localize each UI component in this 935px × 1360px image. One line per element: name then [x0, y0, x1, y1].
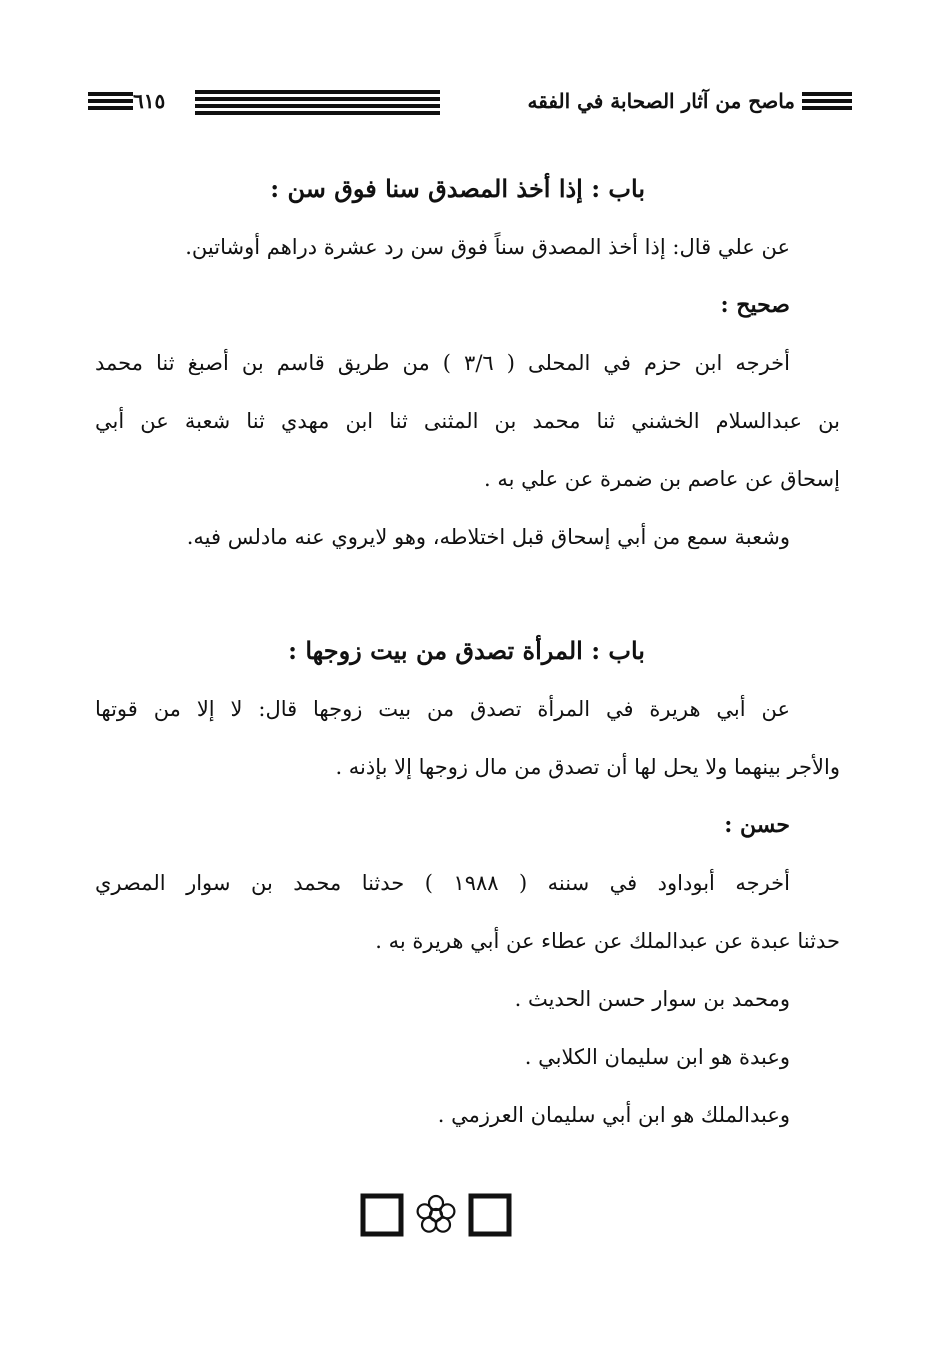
- note-line: وعبدة هو ابن سليمان الكلابي .: [524, 1045, 790, 1069]
- narration-line: والأجر بينهما ولا يحل لها أن تصدق من مال زوجها إلا بإذنه .: [335, 755, 840, 779]
- header-rule-left: [88, 92, 133, 113]
- page-number: ٦١٥: [133, 89, 166, 113]
- running-header: [0, 84, 935, 120]
- header-rule-right: [802, 92, 852, 113]
- takhrij-line: بن عبدالسلام الخشني ثنا محمد بن المثنى ثنا ابن مهدي ثنا شعبة عن أبي: [95, 409, 840, 433]
- section-heading: باب : إذا أخذ المصدق سنا فوق سن :: [270, 174, 645, 203]
- page-body: [95, 160, 840, 1144]
- note-line: وشعبة سمع من أبي إسحاق قبل اختلاطه، وهو لايروي عنه مادلس فيه.: [186, 525, 790, 549]
- takhrij-line: أخرجه ابن حزم في المحلى ( ٣/٦ ) من طريق قاسم بن أصبغ ثنا محمد: [95, 351, 790, 375]
- grade-label: حسن :: [724, 812, 790, 838]
- grade-label: صحيح :: [720, 292, 790, 318]
- takhrij-line: أخرجه أبوداود في سننه ( ١٩٨٨ ) حدثنا محمد بن سوار المصري: [95, 871, 790, 895]
- header-rule-middle: [195, 90, 440, 118]
- takhrij-line: إسحاق عن عاصم بن ضمرة عن علي به .: [483, 467, 840, 491]
- section-heading: باب : المرأة تصدق من بيت زوجها :: [288, 636, 645, 665]
- note-line: وعبدالملك هو ابن أبي سليمان العرزمي .: [437, 1103, 790, 1127]
- takhrij-line: حدثنا عبدة عن عبدالملك عن عطاء عن أبي هريرة به .: [375, 929, 840, 953]
- flower-ornament-icon: [360, 1192, 512, 1238]
- narration-line: عن علي قال: إذا أخذ المصدق سناً فوق سن رد عشرة دراهم أوشاتين.: [185, 235, 790, 259]
- note-line: ومحمد بن سوار حسن الحديث .: [514, 987, 790, 1011]
- header-title: ماصح من آثار الصحابة في الفقه: [527, 89, 795, 113]
- narration-line: عن أبي هريرة في المرأة تصدق من بيت زوجها قال: لا إلا من قوتها: [95, 697, 790, 721]
